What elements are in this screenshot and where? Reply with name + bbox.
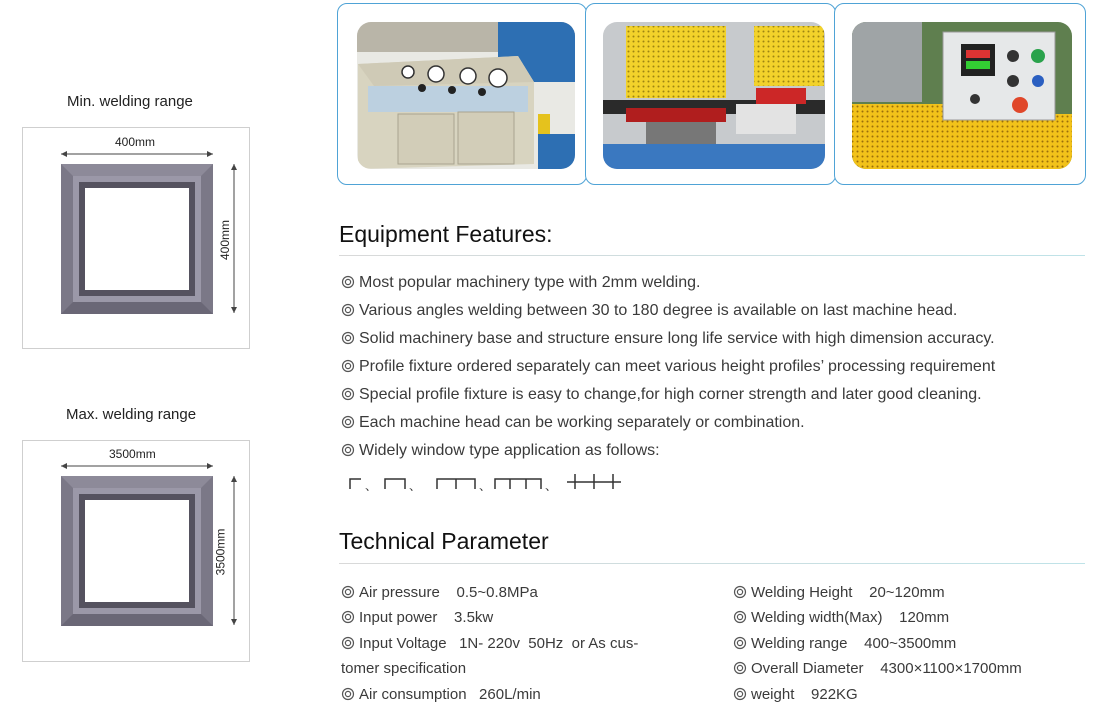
window-type-shapes xyxy=(345,470,630,492)
circle-bullet-icon xyxy=(733,610,747,624)
circle-bullet-icon xyxy=(341,443,355,457)
window-frame-icon xyxy=(23,128,249,348)
param-item: Welding width(Max) 120mm xyxy=(733,609,949,626)
feature-item: Profile fixture ordered separately can meet various height profiles’ processing requirement xyxy=(341,358,995,376)
svg-text:、: 、 xyxy=(409,479,422,492)
feature-item: Widely window type application as follows: xyxy=(341,442,660,460)
svg-text:、: 、 xyxy=(365,479,378,492)
control-panel-photo xyxy=(337,3,587,185)
circle-bullet-icon xyxy=(733,636,747,650)
max-range-diagram xyxy=(22,440,250,662)
welding-head-photo xyxy=(585,3,836,185)
feature-item: Solid machinery base and structure ensure long life service with high dimension accuracy. xyxy=(341,330,995,348)
circle-bullet-icon xyxy=(341,415,355,429)
circle-bullet-icon xyxy=(341,331,355,345)
min-range-title: Min. welding range xyxy=(67,93,193,110)
circle-bullet-icon xyxy=(733,687,747,701)
param-continuation: tomer specification xyxy=(341,660,467,677)
parameters-divider xyxy=(339,563,1085,564)
param-item: Welding Height 20~120mm xyxy=(733,584,945,601)
param-item: Welding range 400~3500mm xyxy=(733,635,956,652)
features-divider xyxy=(339,255,1085,256)
param-item: Input Voltage 1N- 220v 50Hz or As cus- xyxy=(341,635,638,652)
circle-bullet-icon xyxy=(341,636,355,650)
min-width-label: 400mm xyxy=(115,135,156,149)
circle-bullet-icon xyxy=(341,610,355,624)
feature-item: Each machine head can be working separately or combination. xyxy=(341,414,805,432)
circle-bullet-icon xyxy=(341,359,355,373)
circle-bullet-icon xyxy=(341,387,355,401)
circle-bullet-icon xyxy=(341,303,355,317)
svg-text:、: 、 xyxy=(479,479,492,492)
circle-bullet-icon xyxy=(341,275,355,289)
feature-item: Most popular machinery type with 2mm welding. xyxy=(341,274,700,292)
param-item: Overall Diameter 4300×1100×1700mm xyxy=(733,660,1022,677)
max-width-label: 3500mm xyxy=(109,447,156,461)
circle-bullet-icon xyxy=(733,661,747,675)
svg-text:、: 、 xyxy=(545,479,558,492)
circle-bullet-icon xyxy=(733,585,747,599)
control-box-photo xyxy=(834,3,1086,185)
max-range-title: Max. welding range xyxy=(66,406,197,423)
features-heading: Equipment Features: xyxy=(339,221,553,247)
parameters-heading: Technical Parameter xyxy=(339,528,549,554)
feature-item: Special profile fixture is easy to change,for high corner strength and later good cleaning. xyxy=(341,386,982,404)
max-height-label: 3500mm xyxy=(213,528,228,576)
feature-item: Various angles welding between 30 to 180 degree is available on last machine head. xyxy=(341,302,957,320)
param-item: Air pressure 0.5~0.8MPa xyxy=(341,584,538,601)
circle-bullet-icon xyxy=(341,585,355,599)
param-item: Air consumption 260L/min xyxy=(341,686,541,703)
param-item: Input power 3.5kw xyxy=(341,609,493,626)
min-range-diagram xyxy=(22,127,250,349)
min-height-label: 400mm xyxy=(218,219,233,261)
circle-bullet-icon xyxy=(341,687,355,701)
param-item: weight 922KG xyxy=(733,686,858,703)
